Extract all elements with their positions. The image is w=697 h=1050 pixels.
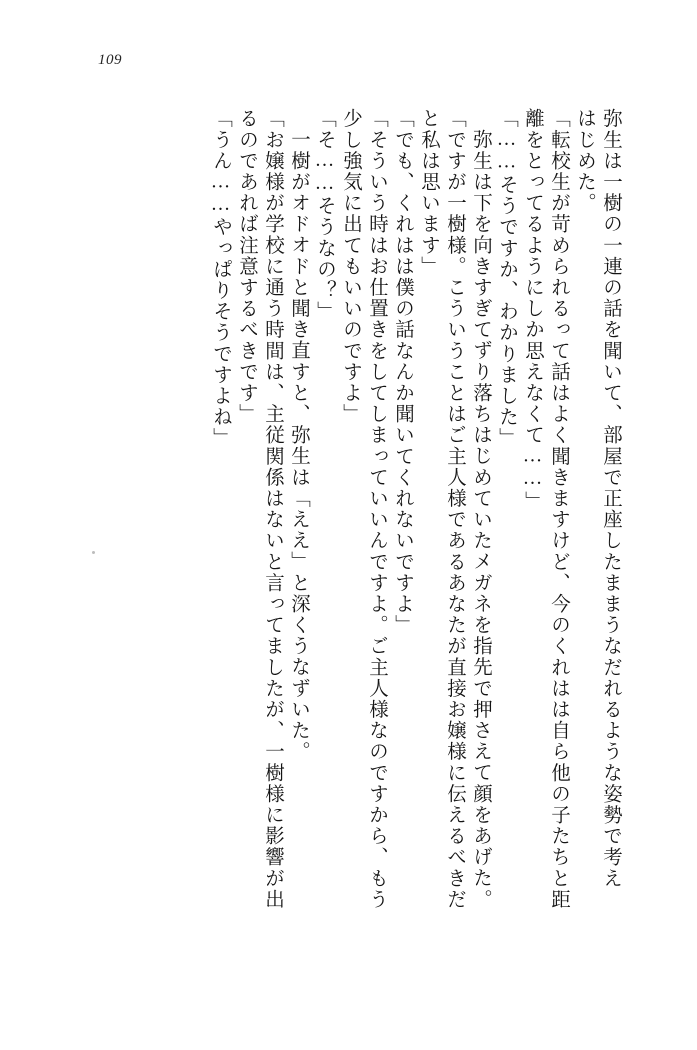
text-line: 「……そうですか、わかりました」	[496, 108, 517, 449]
text-line: 「お嬢様が学校に通う時間は、主従関係はないと言ってましたが、一樹様に影響が出	[262, 108, 283, 910]
text-line: 「うん……やっぱりそうですよね」	[210, 108, 231, 449]
vertical-text-body	[60, 108, 620, 998]
text-line: 「そういう時はお仕置きをしてしまっていいんですよ。ご主人様なのですから、もう	[366, 108, 387, 910]
text-line: 弥生は一樹の一連の話を聞いて、部屋で正座したままうなだれるような姿勢で考え	[600, 108, 621, 889]
text-line: 離をとってるようにしか思えなくて……」	[522, 108, 543, 512]
text-line: と私は思います」	[418, 108, 439, 277]
text-line: るのであれば注意するべきです」	[236, 108, 257, 425]
text-line: 「そ……そうなの？」	[314, 108, 335, 322]
text-line: 弥生は下を向きすぎてずり落ちはじめていたメガネを指先で押さえて顔をあげた。	[470, 129, 491, 910]
page-number: 109	[98, 52, 122, 68]
text-line: 「転校生が苛められるって話はよく聞きますけど、今のくれはは自ら他の子たちと距	[548, 108, 569, 910]
text-line: はじめた。	[574, 108, 595, 214]
paper-speck	[92, 551, 95, 554]
text-line: 「でも、くれはは僕の話なんか聞いてくれないですよ」	[392, 108, 413, 636]
text-line: 「ですが一樹様。こういうことはご主人様であるあなたが直接お嬢様に伝えるべきだ	[444, 108, 465, 910]
text-line: 少し強気に出てもいいのですよ」	[340, 108, 361, 425]
text-line: 一樹がオドオドと聞き直すと、弥生は「ええ」と深くうなずいた。	[288, 129, 309, 762]
